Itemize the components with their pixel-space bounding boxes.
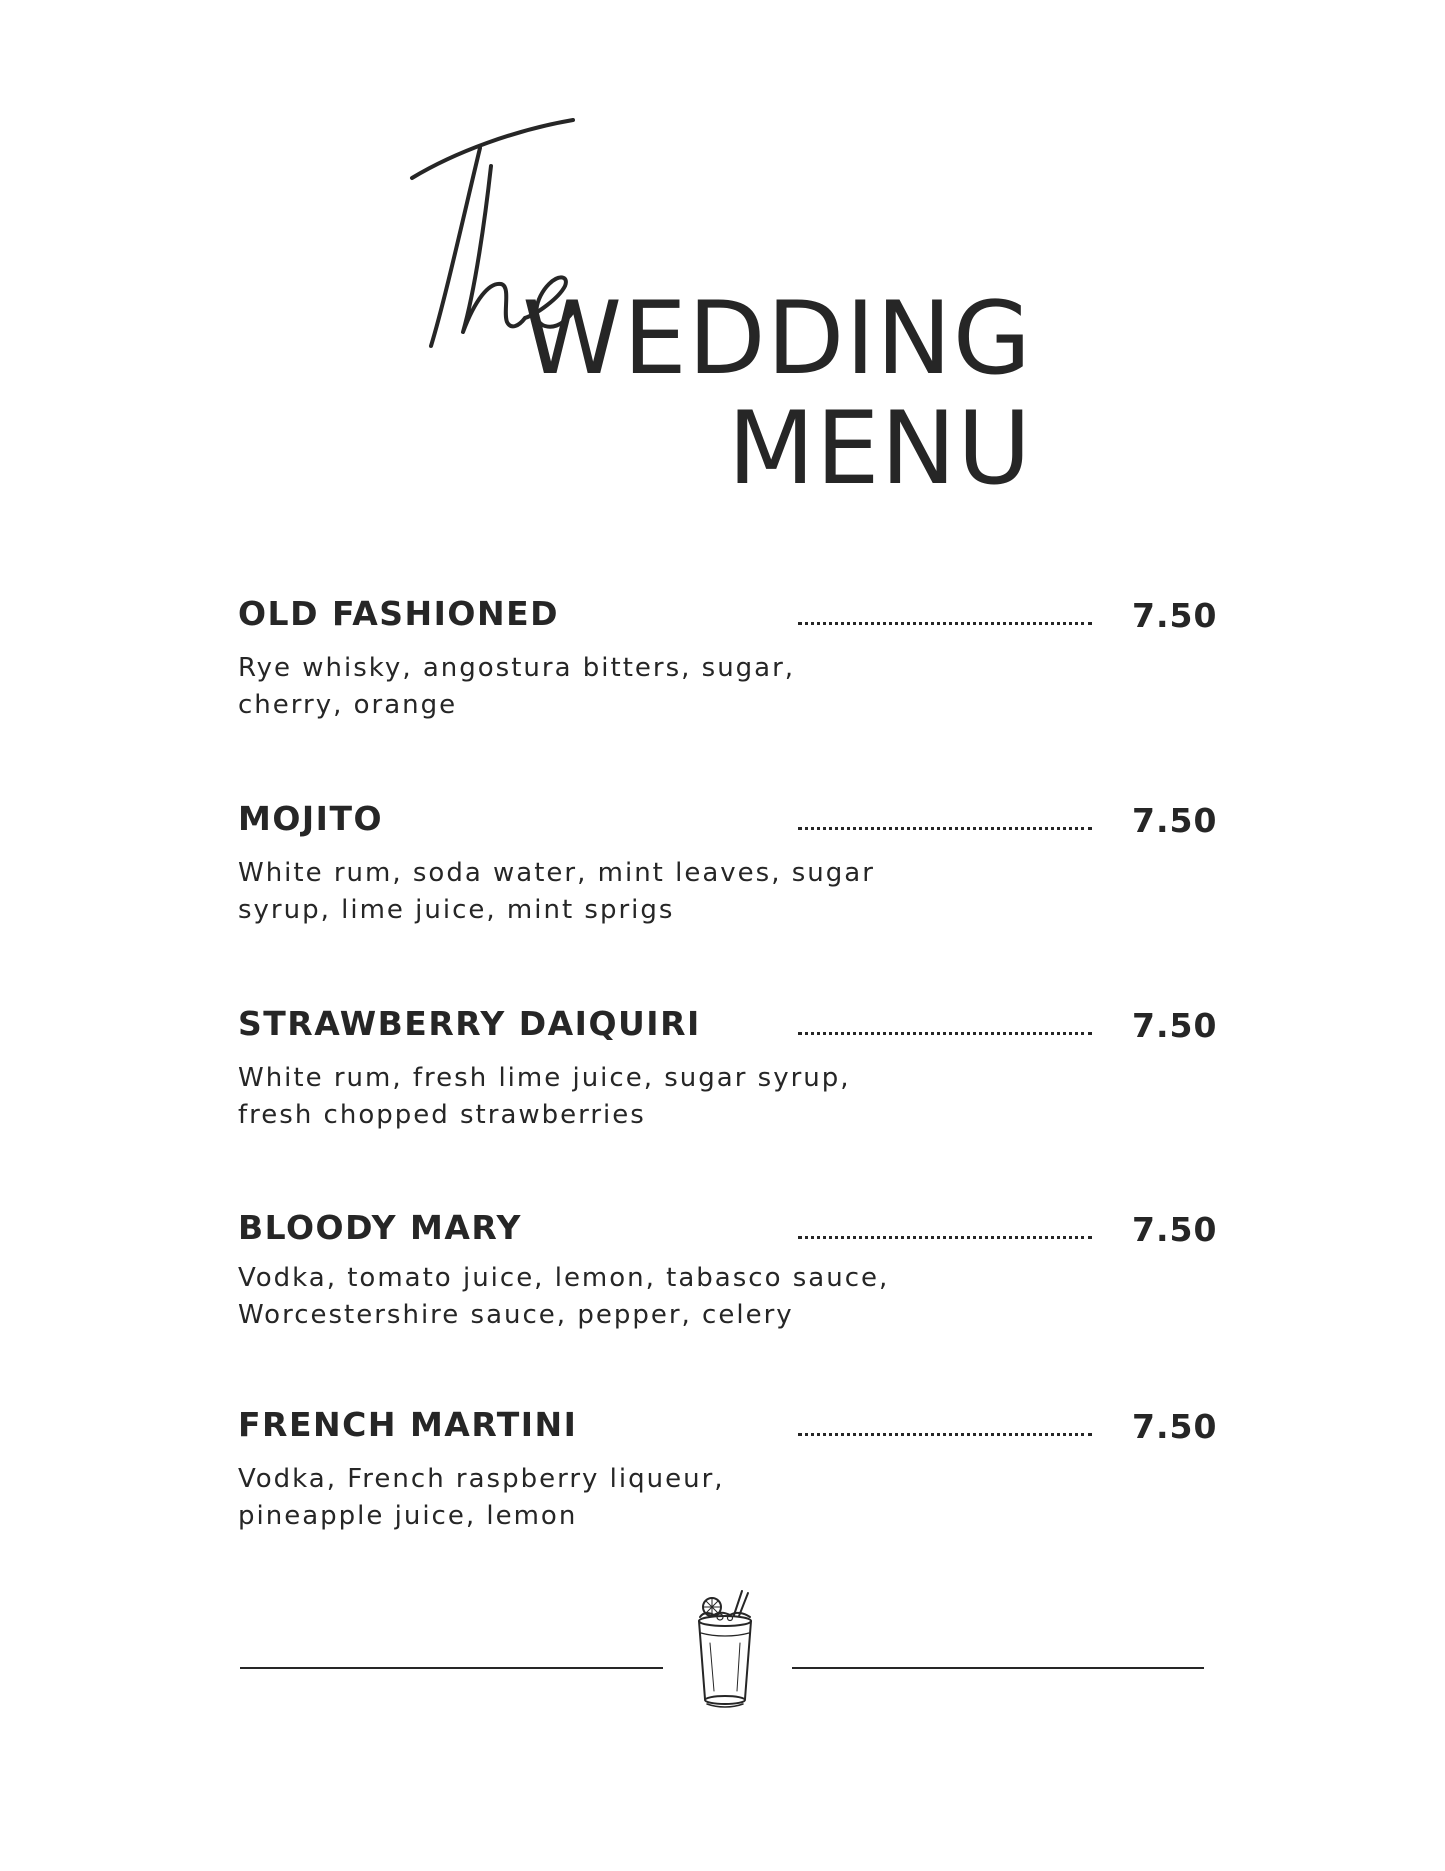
item-name: STRAWBERRY DAIQUIRI (238, 1004, 701, 1043)
item-description-line: syrup, lime juice, mint sprigs (238, 895, 675, 925)
dotted-leader (798, 1236, 1092, 1239)
item-price: 7.50 (1132, 1210, 1218, 1249)
item-description-line: Worcestershire sauce, pepper, celery (238, 1300, 794, 1330)
item-price: 7.50 (1132, 596, 1218, 635)
item-name: MOJITO (238, 799, 384, 838)
item-price: 7.50 (1132, 1407, 1218, 1446)
menu-item (238, 1004, 1218, 1174)
divider-right (792, 1667, 1204, 1669)
item-description-line: cherry, orange (238, 690, 458, 720)
menu-item (238, 799, 1218, 969)
item-price: 7.50 (1132, 1006, 1218, 1045)
divider-left (240, 1667, 663, 1669)
item-name: OLD FASHIONED (238, 594, 560, 633)
item-description-line: Vodka, tomato juice, lemon, tabasco sauce, (238, 1263, 890, 1293)
title-menu: MENU (727, 389, 1032, 507)
item-description (238, 1060, 918, 1134)
item-description (238, 855, 918, 929)
item-name: FRENCH MARTINI (238, 1405, 578, 1444)
item-description-line: White rum, fresh lime juice, sugar syrup, (238, 1063, 851, 1093)
dotted-leader (798, 1433, 1092, 1436)
menu-item (238, 1208, 1218, 1378)
item-description-line: White rum, soda water, mint leaves, sugar (238, 858, 875, 888)
dotted-leader (798, 622, 1092, 625)
menu-item (238, 1405, 1218, 1575)
item-description-line: pineapple juice, lemon (238, 1501, 578, 1531)
item-description (238, 650, 918, 724)
cocktail-glass-icon (690, 1587, 762, 1711)
item-description-line: Vodka, French raspberry liqueur, (238, 1464, 725, 1494)
dotted-leader (798, 1032, 1092, 1035)
item-description-line: fresh chopped strawberries (238, 1100, 646, 1130)
item-description (238, 1260, 918, 1334)
item-description (238, 1461, 918, 1535)
item-price: 7.50 (1132, 801, 1218, 840)
title-wedding: WEDDING (522, 279, 1032, 397)
item-name: BLOODY MARY (238, 1208, 522, 1247)
item-description-line: Rye whisky, angostura bitters, sugar, (238, 653, 796, 683)
menu-item (238, 594, 1218, 764)
dotted-leader (798, 827, 1092, 830)
